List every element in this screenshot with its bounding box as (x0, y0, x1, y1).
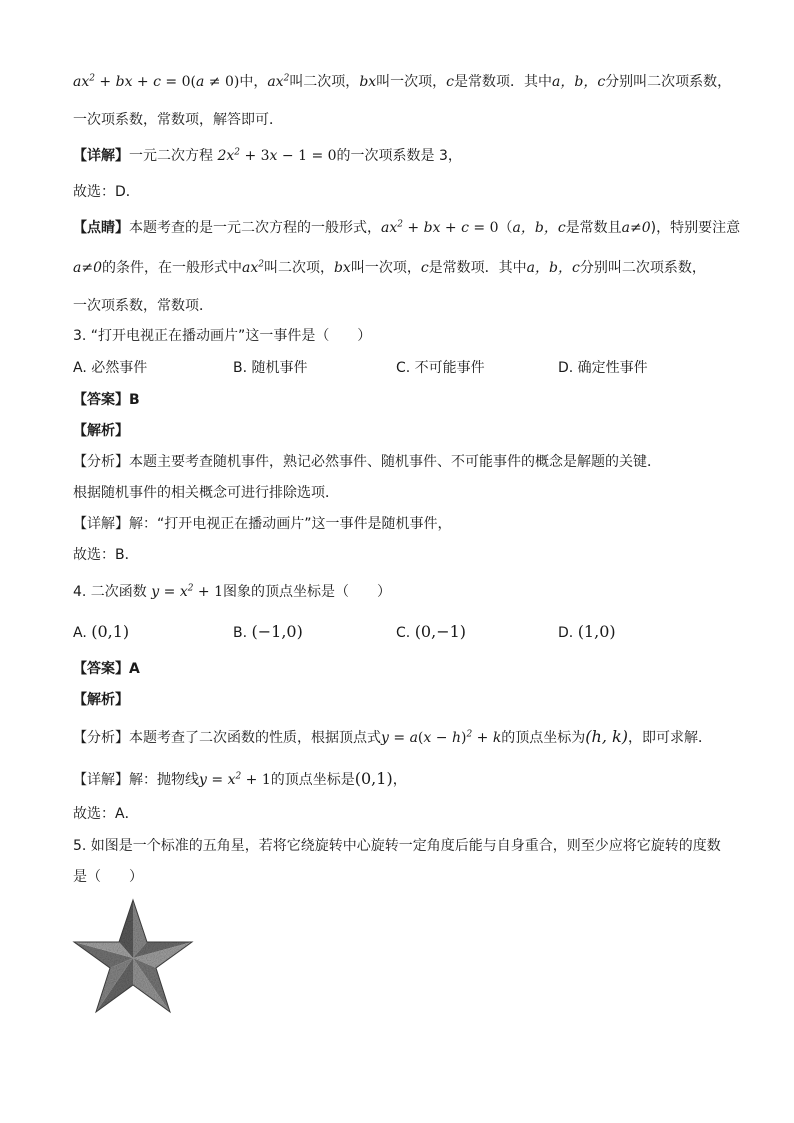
q4-detail (73, 769, 407, 790)
text: 叫一次项， (350, 260, 421, 276)
q4-analysis-tag: 【解析】 (73, 692, 129, 708)
q3-detail: 【详解】解：“打开电视正在播动画片”这一事件是随机事件， (73, 516, 452, 532)
option-letter: D. (558, 625, 574, 641)
text: 叫一次项， (376, 74, 447, 90)
dianjing-line-3: 一次项系数，常数项． (73, 298, 213, 314)
choose-line-q2: 故选：D． (73, 184, 140, 200)
option-value: (−1,0) (251, 622, 303, 641)
question-4-stem (73, 582, 391, 602)
q3-option-d: D. 确定性事件 (558, 360, 648, 376)
q3-answer: 【答案】B (73, 392, 140, 408)
text: 【分析】本题考查了二次函数的性质，根据顶点式 (73, 730, 381, 746)
term-c: c (446, 74, 455, 90)
text: 分别叫二次项系数， (605, 74, 732, 90)
text: 本题考查的是一元二次方程的一般形式， (129, 220, 381, 236)
condition: a≠0 (73, 260, 102, 276)
text: 【详解】解：抛物线 (73, 772, 199, 788)
text: 4. 二次函数 (73, 584, 147, 600)
text: 叫二次项， (289, 74, 360, 90)
text: )，特别要注意 (650, 220, 741, 236)
question-3-stem: 3. “打开电视正在播动画片”这一事件是（ ） (73, 328, 372, 344)
q3-option-b: B. 随机事件 (233, 360, 308, 376)
term-bx: bx (333, 260, 351, 276)
vars-abc: a，b，c (526, 260, 580, 276)
detail-tag: 【详解】 (73, 148, 129, 164)
text: 是常数项．其中 (454, 74, 553, 90)
q4-option-b (233, 622, 303, 643)
term-ax2: $ax^2$ (241, 259, 264, 276)
star-icon (72, 896, 194, 1014)
option-value: (0,1) (91, 622, 130, 641)
option-letter: B. (233, 625, 248, 641)
text: 中， (239, 74, 268, 90)
q3-option-c: C. 不可能事件 (396, 360, 485, 376)
q4-answer: 【答案】A (73, 661, 140, 677)
vars-abc: a，b，c (552, 74, 606, 90)
equation-general: $ax^2$ + bx + c = 0 (381, 219, 499, 236)
q4-option-a (73, 622, 129, 643)
text: （ (498, 220, 513, 236)
q4-choose: 故选：A． (73, 806, 139, 822)
dianjing-tag: 【点睛】 (73, 220, 129, 236)
text: ，即可求解． (627, 730, 712, 746)
option-value: (1,0) (577, 622, 616, 641)
equation-2x2: $2x^2 + 3x - 1 = 0$ (213, 147, 337, 164)
text-line-2: 一次项系数，常数项，解答即可． (73, 112, 283, 128)
q3-choose: 故选：B． (73, 547, 139, 563)
q3-fenxi-2: 根据随机事件的相关概念可进行排除选项． (73, 485, 339, 501)
term-bx: bx (359, 74, 377, 90)
text: 的顶点坐标是 (270, 772, 355, 788)
vertex-answer: (0,1) (354, 769, 393, 788)
vars-abc: a，b，c (512, 220, 566, 236)
question-5-stem: 5. 如图是一个标准的五角星，若将它绕旋转中心旋转一定角度后能与自身重合，则至少应将它旋转的度数 (73, 838, 721, 854)
q3-fenxi: 【分析】本题主要考查随机事件，熟记必然事件、随机事件、不可能事件的概念是解题的关键． (73, 454, 661, 470)
text: 叫二次项， (263, 260, 334, 276)
equation-general-form: $ax^2$ + bx + c = 0(a ≠ 0) (73, 73, 240, 90)
term-ax2: $ax^2$ (267, 73, 290, 90)
term-c: c (420, 260, 429, 276)
condition: a≠0 (621, 220, 651, 236)
dianjing-line-2 (73, 258, 706, 278)
option-value: (0,−1) (414, 622, 467, 641)
text: 图象的顶点坐标是（ ） (223, 584, 391, 600)
text: 的顶点坐标为 (501, 730, 586, 746)
five-pointed-star-figure (72, 896, 194, 1014)
equation-y: $y = x^2 + 1$ (199, 771, 271, 788)
option-letter: A. (73, 625, 87, 641)
q3-analysis-tag: 【解析】 (73, 423, 129, 439)
vertex-point: (h, k) (585, 727, 628, 746)
q4-option-d (558, 622, 616, 643)
equation-y: $y = x^2 + 1$ (146, 583, 223, 600)
vertex-form: $y = a(x - h)^2 + k$ (381, 729, 502, 746)
text: 是常数项．其中 (428, 260, 527, 276)
q3-option-a: A. 必然事件 (73, 360, 148, 376)
text: 分别叫二次项系数， (579, 260, 706, 276)
q4-option-c (396, 622, 466, 643)
option-letter: C. (396, 625, 411, 641)
text: ， (392, 772, 407, 788)
question-5-stem-2: 是（ ） (73, 869, 143, 885)
detail-line (73, 146, 462, 166)
text: 一元二次方程 (129, 148, 213, 164)
dianjing-line-1 (73, 218, 740, 238)
q4-fenxi (73, 727, 712, 748)
text-line-1 (73, 72, 731, 92)
text: 的条件，在一般形式中 (101, 260, 242, 276)
text: 的一次项系数是 3， (336, 148, 462, 164)
text: 是常数且 (565, 220, 622, 236)
